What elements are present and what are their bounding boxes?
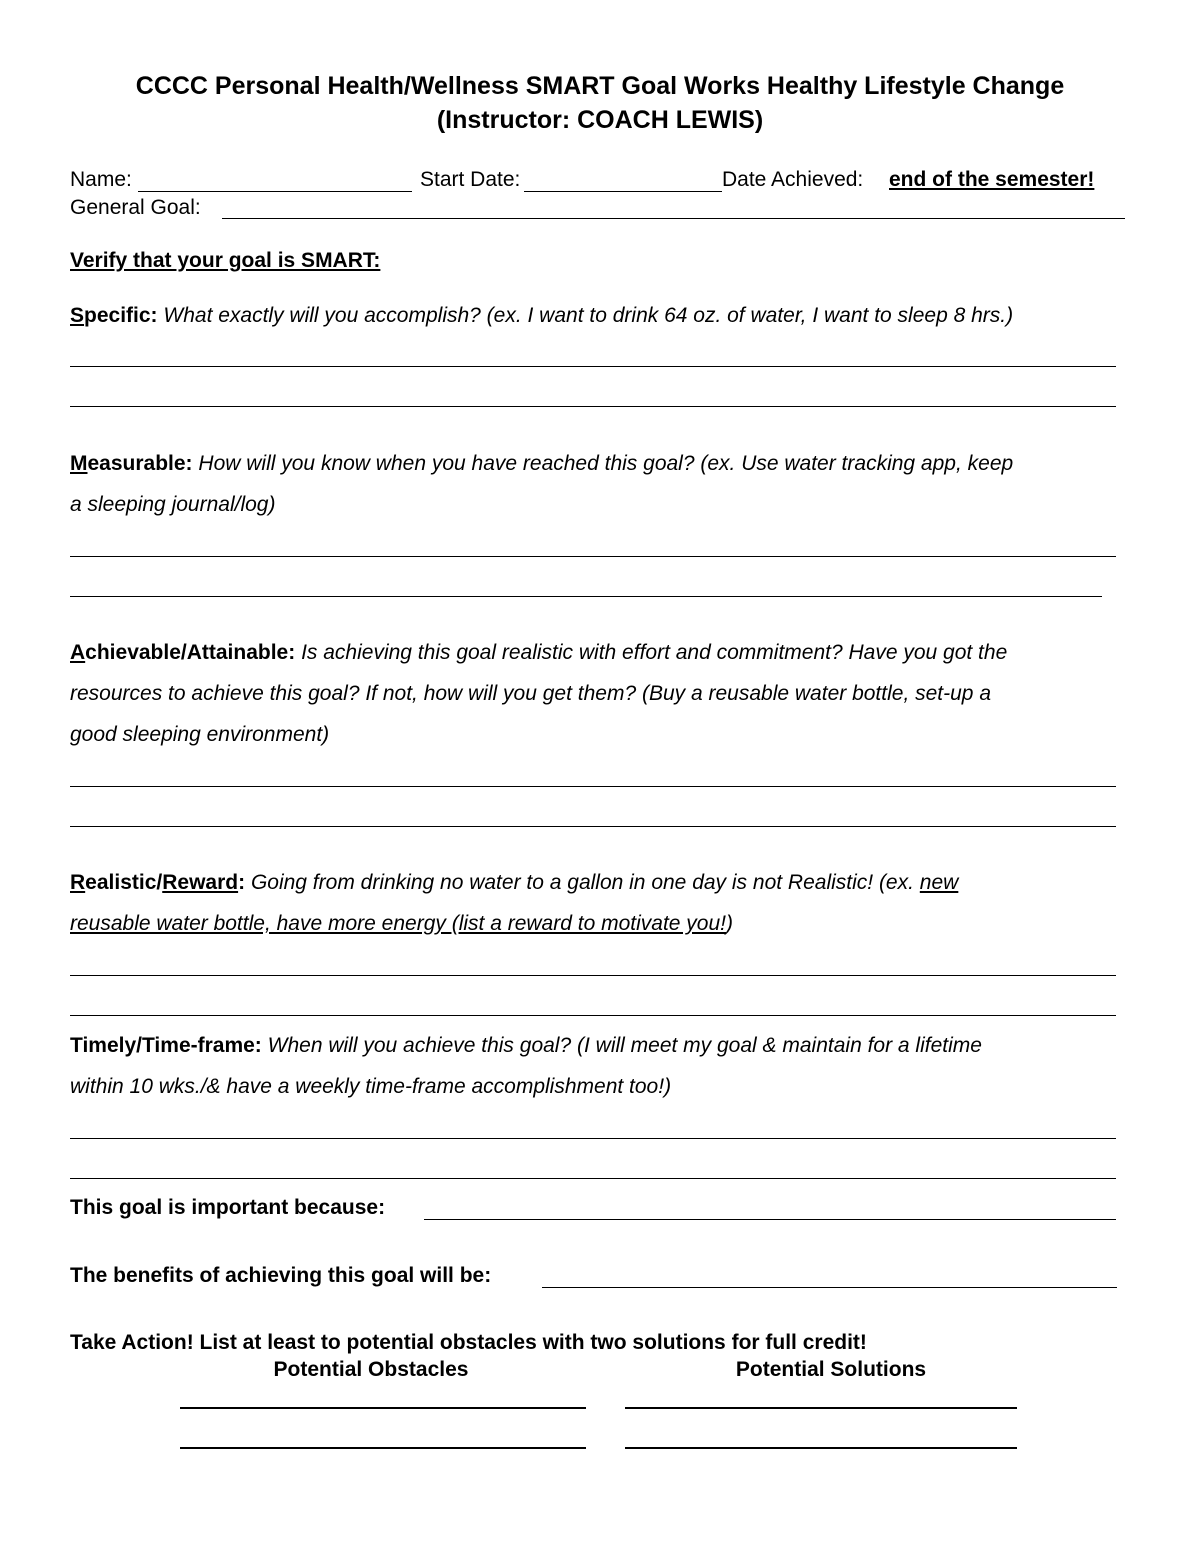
achievable-prompt-line-1: Is achieving this goal realistic with effort and commitment? Have you got the	[301, 641, 1008, 664]
title-line-2: (Instructor: COACH LEWIS)	[436, 106, 764, 134]
achievable-answer-line-2[interactable]	[70, 826, 1116, 827]
realistic-answer-line-2[interactable]	[70, 1015, 1116, 1016]
title-line-1: CCCC Personal Health/Wellness SMART Goal Works Healthy Lifestyle Change	[135, 72, 1065, 100]
realistic-initial: R	[70, 871, 86, 894]
date-achieved-label: Date Achieved:	[722, 168, 864, 191]
measurable-initial: M	[70, 452, 88, 475]
achievable-initial: A	[70, 641, 86, 664]
realistic-row	[70, 871, 958, 895]
benefits-label: The benefits of achieving this goal will be:	[70, 1264, 492, 1287]
timely-answer-line-1[interactable]	[70, 1138, 1116, 1139]
general-goal-field[interactable]	[222, 218, 1125, 219]
specific-prompt: What exactly will you accomplish? (ex. I want to drink 64 oz. of water, I want to sleep 8 hrs.)	[163, 304, 1014, 327]
specific-initial: S	[70, 304, 85, 327]
measurable-answer-line-1[interactable]	[70, 556, 1116, 557]
timely-prompt-line-2: within 10 wks./& have a weekly time-frame accomplishment too!)	[70, 1075, 672, 1098]
achievable-prompt-line-2: resources to achieve this goal? If not, how will you get them? (Buy a reusable water bottle, set-up a	[70, 682, 991, 705]
solution-line-2[interactable]	[625, 1447, 1017, 1449]
solutions-column-header: Potential Solutions	[735, 1358, 927, 1381]
realistic-prompt-underlined: new	[919, 871, 959, 894]
realistic-colon: :	[238, 871, 246, 894]
name-label: Name:	[70, 168, 132, 191]
realistic-prompt-end: )	[725, 912, 733, 935]
specific-answer-line-2[interactable]	[70, 406, 1116, 407]
specific-row	[70, 304, 1013, 328]
timely-label: Timely/Time-frame:	[70, 1034, 262, 1057]
obstacles-column-header: Potential Obstacles	[273, 1358, 469, 1381]
measurable-label: easurable:	[87, 452, 193, 475]
solution-line-1[interactable]	[625, 1407, 1017, 1409]
name-field[interactable]	[138, 191, 412, 192]
realistic-answer-line-1[interactable]	[70, 975, 1116, 976]
achievable-answer-line-1[interactable]	[70, 786, 1116, 787]
achievable-prompt-line-3: good sleeping environment)	[70, 723, 330, 746]
realistic-prompt: Going from drinking no water to a gallon in one day is not Realistic! (ex.	[250, 871, 914, 894]
date-achieved-value: end of the semester!	[889, 168, 1095, 191]
achievable-label: chievable/Attainable:	[85, 641, 296, 664]
measurable-answer-line-2[interactable]	[70, 596, 1102, 597]
timely-row	[70, 1034, 982, 1058]
general-goal-label: General Goal:	[70, 196, 201, 219]
measurable-prompt-line-2: a sleeping journal/log)	[70, 493, 276, 516]
measurable-row	[70, 452, 1013, 476]
timely-answer-line-2[interactable]	[70, 1178, 1116, 1179]
obstacle-line-1[interactable]	[180, 1407, 586, 1409]
realistic-reward-example: reusable water bottle, have more energy (list a reward to motivate you!	[70, 912, 726, 935]
measurable-prompt-line-1: How will you know when you have reached this goal? (ex. Use water tracking app, keep	[198, 452, 1014, 475]
specific-label: pecific:	[84, 304, 158, 327]
timely-prompt-line-1: When will you achieve this goal? (I will meet my goal & maintain for a lifetime	[267, 1034, 982, 1057]
obstacle-line-2[interactable]	[180, 1447, 586, 1449]
start-date-field[interactable]	[524, 191, 722, 192]
reward-label: Reward	[162, 871, 239, 894]
realistic-prompt-line-2	[70, 912, 733, 936]
important-label: This goal is important because:	[70, 1196, 386, 1219]
take-action-heading: Take Action! List at least to potential obstacles with two solutions for full credit!	[70, 1331, 867, 1354]
specific-answer-line-1[interactable]	[70, 366, 1116, 367]
important-field[interactable]	[424, 1219, 1116, 1220]
benefits-field[interactable]	[542, 1287, 1117, 1288]
verify-heading: Verify that your goal is SMART:	[70, 249, 381, 272]
achievable-row	[70, 641, 1007, 665]
realistic-label: ealistic/	[85, 871, 163, 894]
start-date-label: Start Date:	[420, 168, 521, 191]
